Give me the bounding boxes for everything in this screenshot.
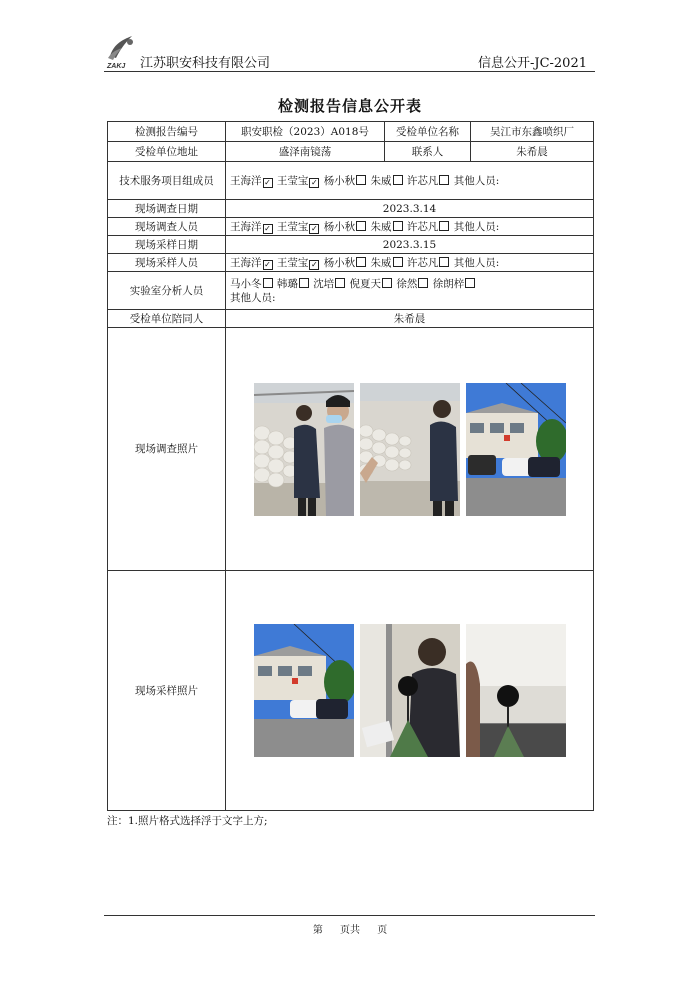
member-list xyxy=(230,257,454,269)
checkbox-icon xyxy=(393,175,403,185)
checkbox-icon xyxy=(439,257,449,267)
member-name: 王海洋 xyxy=(230,256,262,269)
member-name: 韩璐 xyxy=(276,277,298,290)
checked-box-icon: ✓ xyxy=(264,223,271,233)
sampling-date-label: 现场采样日期 xyxy=(108,236,226,254)
member-name: 马小冬 xyxy=(230,277,262,290)
lab-staff-label: 实验室分析人员 xyxy=(108,272,226,310)
sampling-staff-members xyxy=(226,254,594,272)
member-name: 朱威 xyxy=(370,174,392,187)
checkbox-icon xyxy=(263,278,273,288)
checked-box-icon: ✓ xyxy=(264,177,271,187)
member-name: 许芯凡 xyxy=(406,174,439,187)
member-name: 杨小秋 xyxy=(323,220,356,233)
member-name: 王莹宝 xyxy=(276,256,309,269)
table-row xyxy=(108,571,594,811)
page-footer xyxy=(0,921,700,936)
table-row xyxy=(108,328,594,571)
member-name: 王海洋 xyxy=(230,174,262,187)
member-list xyxy=(230,175,454,187)
survey-photos-label: 现场调查照片 xyxy=(108,328,226,571)
footer-page-label: 第 xyxy=(312,925,323,936)
checked-box-icon: ✓ xyxy=(264,259,271,269)
others-label: 其他人员: xyxy=(453,256,500,269)
page-title: 检测报告信息公开表 xyxy=(277,97,422,115)
member-name: 王海洋 xyxy=(230,220,262,233)
others-label: 其他人员: xyxy=(453,174,500,187)
checkbox-icon xyxy=(439,175,449,185)
page-header xyxy=(104,30,595,72)
checked-box-icon: ✓ xyxy=(310,177,318,187)
table-row xyxy=(108,310,594,328)
checkbox-icon xyxy=(439,221,449,231)
sampling-photo-3 xyxy=(466,624,566,757)
survey-photos-cell xyxy=(226,328,594,571)
table-row xyxy=(108,142,594,162)
table-row xyxy=(108,162,594,200)
checkbox-icon xyxy=(356,257,366,267)
report-no-value: 职安职检（2023）A018号 xyxy=(226,122,385,142)
member-name: 王莹宝 xyxy=(276,174,309,187)
member-name: 徐朗梓 xyxy=(432,277,465,290)
member-name: 杨小秋 xyxy=(323,174,356,187)
company-logo xyxy=(104,32,138,70)
checkbox-icon xyxy=(465,278,475,288)
member-name: 朱威 xyxy=(370,256,392,269)
table-row xyxy=(108,272,594,310)
sampling-photos-cell xyxy=(226,571,594,811)
address-value: 盛泽南镜荡 xyxy=(226,142,385,162)
tech-team-label: 技术服务项目组成员 xyxy=(108,162,226,200)
member-name: 杨小秋 xyxy=(323,256,356,269)
unit-name-value: 吴江市东鑫喷织厂 xyxy=(471,122,594,142)
member-name: 朱威 xyxy=(370,220,392,233)
table-row xyxy=(108,254,594,272)
info-table xyxy=(107,121,594,811)
table-row xyxy=(108,236,594,254)
checked-box-icon: ✓ xyxy=(310,259,318,269)
unit-name-label: 受检单位名称 xyxy=(385,122,471,142)
survey-date-value: 2023.3.14 xyxy=(226,200,594,218)
sampling-photo-1 xyxy=(254,624,354,757)
checkbox-icon xyxy=(382,278,392,288)
survey-photo-1 xyxy=(254,383,354,516)
others-label: 其他人员: xyxy=(453,220,500,233)
footer-divider xyxy=(104,915,595,916)
address-label: 受检单位地址 xyxy=(108,142,226,162)
table-row xyxy=(108,122,594,142)
checkbox-icon xyxy=(393,221,403,231)
sampling-photos-label: 现场采样照片 xyxy=(108,571,226,811)
checkbox-icon xyxy=(299,278,309,288)
member-name: 徐然 xyxy=(396,277,418,290)
sampling-photo-2 xyxy=(360,624,460,757)
logo-text: ZAKJ xyxy=(107,63,126,70)
header-divider xyxy=(104,71,595,72)
sampling-date-value: 2023.3.15 xyxy=(226,236,594,254)
member-name: 许芯凡 xyxy=(406,220,439,233)
lab-staff-members xyxy=(226,272,594,310)
survey-photo-3 xyxy=(466,383,566,516)
checkbox-icon xyxy=(418,278,428,288)
others-label: 其他人员: xyxy=(230,291,276,304)
contact-label: 联系人 xyxy=(385,142,471,162)
survey-photo-2 xyxy=(360,383,460,516)
footer-of-label: 页共 xyxy=(340,925,360,936)
sampling-staff-label: 现场采样人员 xyxy=(108,254,226,272)
checkbox-icon xyxy=(335,278,345,288)
accompany-label: 受检单位陪同人 xyxy=(108,310,226,328)
table-row xyxy=(108,200,594,218)
checkbox-icon xyxy=(393,257,403,267)
checked-box-icon: ✓ xyxy=(310,223,318,233)
note-text: 注：1.照片格式选择浮于文字上方; xyxy=(107,815,268,827)
footer-end-label: 页 xyxy=(377,925,388,936)
survey-staff-members xyxy=(226,218,594,236)
survey-date-label: 现场调查日期 xyxy=(108,200,226,218)
tech-team-members xyxy=(226,162,594,200)
contact-value: 朱希晨 xyxy=(471,142,594,162)
checkbox-icon xyxy=(356,221,366,231)
member-name: 倪夏天 xyxy=(349,277,382,290)
member-name: 王莹宝 xyxy=(276,220,309,233)
report-no-label: 检测报告编号 xyxy=(108,122,226,142)
member-name: 沈培 xyxy=(313,277,335,290)
table-row xyxy=(108,218,594,236)
survey-staff-label: 现场调查人员 xyxy=(108,218,226,236)
checkbox-icon xyxy=(356,175,366,185)
member-list xyxy=(230,221,454,233)
document-code: 信息公开-JC-2021 xyxy=(477,56,587,71)
accompany-value: 朱希晨 xyxy=(226,310,594,328)
member-list xyxy=(230,278,476,290)
member-name: 许芯凡 xyxy=(406,256,439,269)
company-name: 江苏职安科技有限公司 xyxy=(140,56,271,71)
